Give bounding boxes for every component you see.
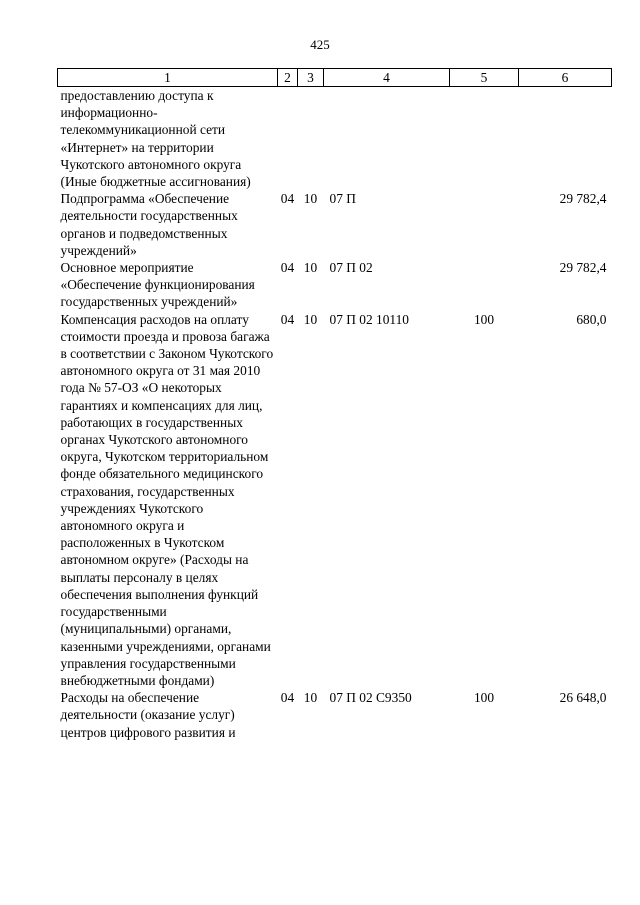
table-row [58, 689, 612, 741]
row-section [278, 87, 298, 191]
row-amount: 29 782,4 [559, 260, 607, 276]
row-name: предоставлению доступа к информационно-телекоммуникационной сети «Интернет» на территории Чукотского автономного округа (Иные бюджетные ассигнования) [60, 88, 251, 190]
row-name: Подпрограмма «Обеспечение деятельности государственных органов и подведомственных учреждений» [60, 191, 238, 258]
header-col-1: 1 [58, 69, 278, 87]
header-col-6: 6 [519, 69, 612, 87]
row-section: 04 [280, 191, 295, 207]
row-target-code [324, 87, 450, 191]
header-row [58, 69, 612, 87]
row-expense-type [450, 190, 519, 259]
row-amount: 29 782,4 [559, 191, 607, 207]
row-name: Расходы на обеспечение деятельности (оказание услуг) центров цифрового развития и [60, 690, 236, 740]
header-col-3: 3 [298, 69, 324, 87]
row-target-code: 07 П 02 10110 [329, 311, 409, 327]
row-amount: 680,0 [576, 311, 607, 327]
row-section: 04 [280, 690, 295, 706]
budget-table [57, 68, 612, 741]
table-row [58, 87, 612, 191]
row-target-code: 07 П [329, 191, 356, 207]
row-subsection: 10 [303, 260, 318, 276]
row-expense-type [450, 87, 519, 191]
row-subsection: 10 [303, 311, 318, 327]
row-amount: 26 648,0 [559, 690, 607, 706]
table-row [58, 259, 612, 311]
row-subsection: 10 [303, 690, 318, 706]
header-col-5: 5 [450, 69, 519, 87]
page-number: 425 [310, 37, 330, 52]
row-subsection: 10 [303, 191, 318, 207]
header-col-2: 2 [278, 69, 298, 87]
row-expense-type: 100 [473, 311, 495, 327]
table-row [58, 311, 612, 689]
row-name: Основное мероприятие «Обеспечение функционирования государственных учреждений» [60, 260, 255, 310]
row-expense-type [450, 259, 519, 311]
row-section: 04 [280, 311, 295, 327]
row-target-code: 07 П 02 [329, 260, 373, 276]
row-expense-type: 100 [473, 690, 495, 706]
row-target-code: 07 П 02 С9350 [329, 690, 412, 706]
row-name: Компенсация расходов на оплату стоимости проезда и провоза багажа в соответствии с Законом Чукотского автономного округа от 31 мая 2010 года № 57-ОЗ «О некоторых гарантиях и компенсациях для лиц, работающих в государственных органах Чукотского автономного округа, Чукотском территориальном фонде обязательного медицинского страхования, государственных учреждениях Чукотского автономного округа и расположенных в Чукотском автономном округе» (Расходы на выплаты персоналу в целях обеспечения выполнения функций государственными (муниципальными) органами, казенными учреждениями, органами управления государственными внебюджетными фондами) [60, 311, 274, 688]
row-subsection [298, 87, 324, 191]
row-amount [519, 87, 612, 191]
header-col-4: 4 [324, 69, 450, 87]
table-row [58, 190, 612, 259]
row-section: 04 [280, 260, 295, 276]
